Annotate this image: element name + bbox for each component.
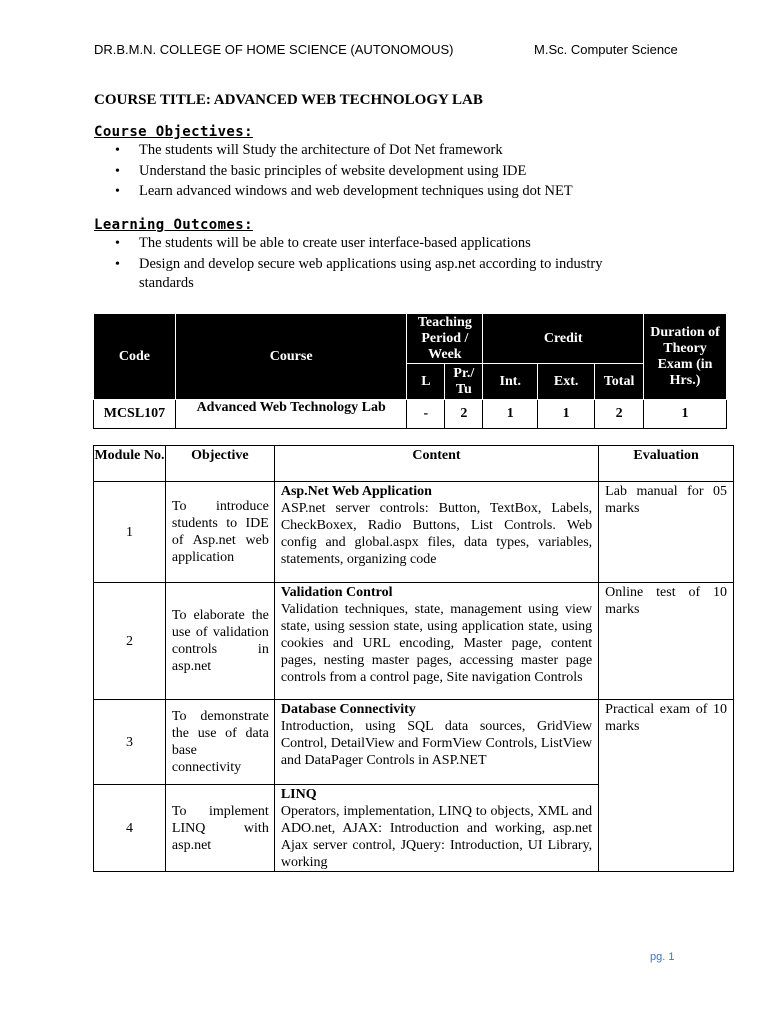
exam-duration: 1 (644, 400, 727, 429)
module-number: 3 (94, 700, 166, 785)
list-item: • Design and develop secure web applications using asp.net according to industry standards (112, 255, 642, 293)
module-content (274, 583, 598, 700)
list-item: • The students will be able to create user interface-based applications (112, 234, 642, 253)
header-total: Total (595, 364, 644, 400)
header-int: Int. (483, 364, 538, 400)
header-l: L (407, 364, 445, 400)
module-content-text: ASP.net server controls: Button, TextBox, Labels, CheckBoxex, Radio Buttons, List Controls. Web config and global.aspx files, data types, variables, statements, organizing code (280, 501, 593, 567)
credit-total: 2 (595, 400, 644, 429)
teaching-pr-tu: 2 (445, 400, 483, 429)
module-objective: To introduce students to IDE of Asp.net web application (165, 482, 274, 583)
module-evaluation: Practical exam of 10 marks (599, 700, 734, 872)
college-name: DR.B.M.N. COLLEGE OF HOME SCIENCE (AUTONOMOUS) (94, 42, 454, 57)
header-pr-tu: Pr./ Tu (445, 364, 483, 400)
module-objective: To implement LINQ with asp.net (165, 785, 274, 872)
module-content (274, 785, 598, 872)
header-duration: Duration of Theory Exam (in Hrs.) (644, 314, 727, 400)
table-row (94, 700, 734, 785)
page-number: pg. 1 (650, 951, 675, 963)
module-number: 1 (94, 482, 166, 583)
module-content-text: Operators, implementation, LINQ to objects, XML and ADO.net, AJAX: Introduction and working, asp.net Ajax server control, JQuery: Introduction, UI Library, working (280, 804, 593, 870)
module-objective: To elaborate the use of validation controls in asp.net (165, 583, 274, 700)
module-table (93, 445, 734, 872)
credit-int: 1 (483, 400, 538, 429)
program-name: M.Sc. Computer Science (534, 42, 678, 57)
list-item: • Understand the basic principles of website development using IDE (112, 162, 672, 181)
outcomes-heading: Learning Outcomes: (94, 217, 253, 233)
header-ext: Ext. (538, 364, 595, 400)
outcomes-list (112, 234, 642, 294)
header-course: Course (175, 314, 406, 400)
module-content-title: Asp.Net Web Application (280, 484, 432, 499)
table-row (94, 583, 734, 700)
header-objective: Objective (165, 446, 274, 482)
module-content-title: Database Connectivity (280, 702, 416, 717)
objectives-list (112, 141, 672, 203)
module-evaluation: Lab manual for 05 marks (599, 482, 734, 583)
module-content-text: Introduction, using SQL data sources, GridView Control, DetailView and FormView Controls, ListView and DataPager Controls in ASP.NET (280, 719, 593, 768)
list-item: • Learn advanced windows and web development techniques using dot NET (112, 182, 672, 201)
course-table (93, 313, 727, 429)
header-teaching-period: Teaching Period / Week (407, 314, 483, 364)
module-content-title: Validation Control (280, 585, 393, 600)
module-content-title: LINQ (280, 787, 317, 802)
list-item: • The students will Study the architecture of Dot Net framework (112, 141, 672, 160)
table-row (94, 482, 734, 583)
course-title: COURSE TITLE: ADVANCED WEB TECHNOLOGY LAB (94, 92, 483, 108)
course-name: Advanced Web Technology Lab (175, 400, 406, 429)
module-content (274, 482, 598, 583)
header-credit: Credit (483, 314, 644, 364)
module-number: 2 (94, 583, 166, 700)
module-number: 4 (94, 785, 166, 872)
course-code: MCSL107 (94, 400, 176, 429)
header-content: Content (274, 446, 598, 482)
objectives-heading: Course Objectives: (94, 124, 253, 140)
module-content (274, 700, 598, 785)
module-evaluation: Online test of 10 marks (599, 583, 734, 700)
credit-ext: 1 (538, 400, 595, 429)
header-evaluation: Evaluation (599, 446, 734, 482)
header-module-no: Module No. (94, 446, 166, 482)
header-code: Code (94, 314, 176, 400)
teaching-l: - (407, 400, 445, 429)
module-content-text: Validation techniques, state, management using view state, using session state, using application state, using cookies and URL encoding, Master page, content pages, nesting master pages, accessing master page controls from a control page, Site navigation Controls (280, 602, 593, 685)
module-objective: To demonstrate the use of data base connectivity (165, 700, 274, 785)
